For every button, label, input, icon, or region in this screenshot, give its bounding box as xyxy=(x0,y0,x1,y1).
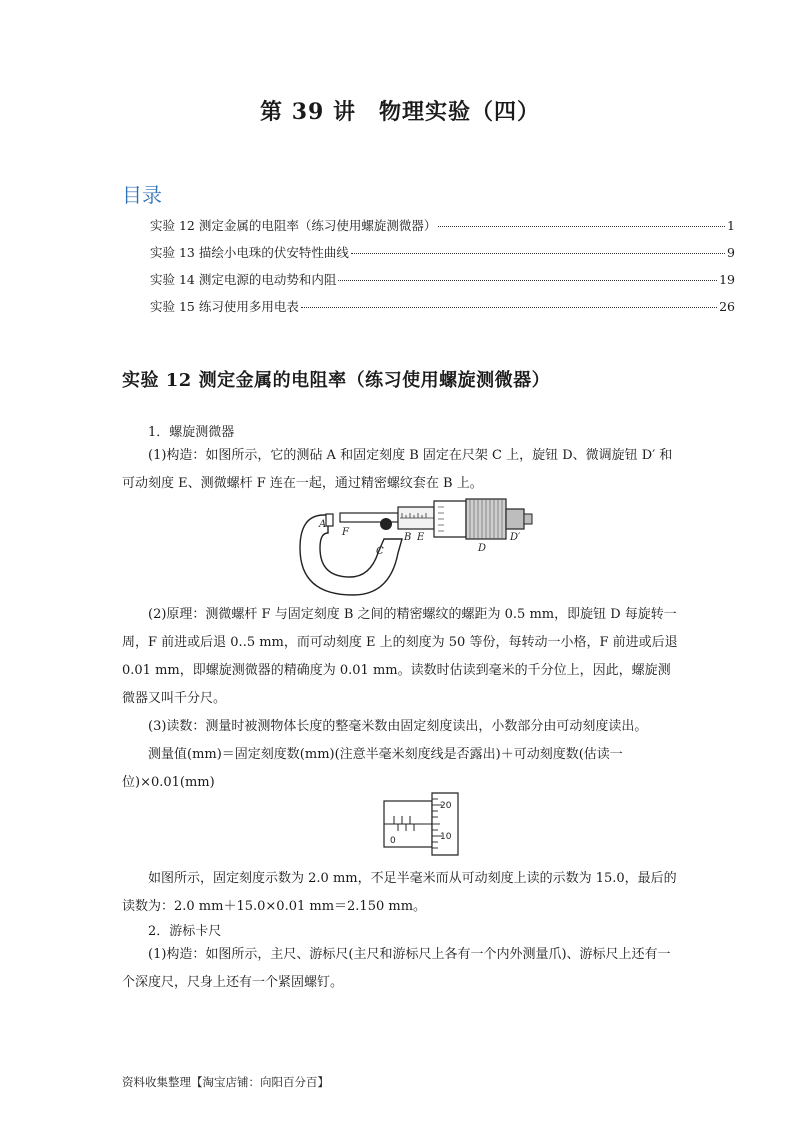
toc-item-2[interactable] xyxy=(150,243,735,270)
tick-label-10: 10 xyxy=(440,832,452,842)
anvil-shape xyxy=(326,514,333,526)
tick-label-20: 20 xyxy=(440,801,452,811)
toc-item-3[interactable] xyxy=(150,270,735,297)
toc-heading: 目录 xyxy=(122,183,162,207)
toc-item-page: 9 xyxy=(727,245,735,260)
label-b: B xyxy=(404,532,412,543)
micrometer-figure xyxy=(298,493,538,598)
tick-label-0: 0 xyxy=(390,836,396,846)
section-title: 实验 12 测定金属的电阻率（练习使用螺旋测微器） xyxy=(122,370,551,391)
toc-item-label: 实验 12 测定金属的电阻率（练习使用螺旋测微器） xyxy=(150,218,437,233)
subsection-heading-micrometer: 1．螺旋测微器 xyxy=(148,425,235,440)
toc-leader-dots xyxy=(301,307,717,308)
toc-leader-dots xyxy=(351,253,725,254)
toc-item-label: 实验 14 测定电源的电动势和内阻 xyxy=(150,272,337,287)
label-c: C xyxy=(376,546,384,557)
table-of-contents xyxy=(150,216,735,324)
toc-leader-dots xyxy=(338,280,717,281)
toc-item-1[interactable] xyxy=(150,216,735,243)
toc-item-label: 实验 15 练习使用多用电表 xyxy=(150,299,299,314)
label-d: D xyxy=(478,543,487,554)
subsection-heading-caliper: 2．游标卡尺 xyxy=(148,924,222,939)
fine-knob-end-shape xyxy=(524,514,532,524)
fine-knob-shape xyxy=(506,509,524,529)
paragraph-reading: (3)读数：测量时被测物体长度的整毫米数由固定刻度读出，小数部分由可动刻度读出。 xyxy=(148,719,648,734)
paragraph-example: 如图所示，固定刻度示数为 2.0 mm，不足半毫米而从可动刻度上读的示数为 15.0，最后的读数为：2.0 mm＋15.0×0.01 mm＝2.150 mm。 xyxy=(122,871,677,914)
toc-item-page: 26 xyxy=(719,299,735,314)
label-a: A xyxy=(319,519,327,530)
paragraph-caliper: (1)构造：如图所示，主尺、游标尺(主尺和游标尺上各有一个内外测量爪)、游标尺上还有一个深度尺，尺身上还有一个紧固螺钉。 xyxy=(122,947,671,990)
label-d-prime: D′ xyxy=(510,532,521,543)
toc-item-page: 1 xyxy=(727,218,735,233)
page-footer: 资料收集整理【淘宝店铺：向阳百分百】 xyxy=(122,1075,329,1089)
paragraph-formula: 测量值(mm)＝固定刻度数(mm)(注意半毫米刻度线是否露出)＋可动刻度数(估读一位)×0.01(mm) xyxy=(122,747,623,790)
label-e: E xyxy=(417,532,425,543)
toc-leader-dots xyxy=(438,226,725,227)
toc-item-page: 19 xyxy=(719,272,735,287)
paragraph-principle: (2)原理：测微螺杆 F 与固定刻度 B 之间的精密螺纹的螺距为 0.5 mm，即旋钮 D 每旋转一周，F 前进或后退 0..5 mm，而可动刻度 E 上的刻度为 50 等份，每转动一小格，F 前进或后退 0.01 mm，即螺旋测微器的精确度为 0.01 mm。读数时估读到毫米的千分位上，因此，螺旋测微器又叫千分尺。 xyxy=(122,607,678,706)
micrometer-reading-figure xyxy=(362,789,462,859)
page-title: 第 39 讲 物理实验（四） xyxy=(260,99,540,125)
toc-item-label: 实验 13 描绘小电珠的伏安特性曲线 xyxy=(150,245,349,260)
paragraph-structure: (1)构造：如图所示，它的测砧 A 和固定刻度 B 固定在尺架 C 上，旋钮 D、微调旋钮 D′ 和可动刻度 E、测微螺杆 F 连在一起，通过精密螺纹套在 B 上。 xyxy=(122,448,673,491)
toc-item-4[interactable] xyxy=(150,297,735,324)
lock-knob-shape xyxy=(380,518,392,530)
label-f: F xyxy=(342,527,349,538)
